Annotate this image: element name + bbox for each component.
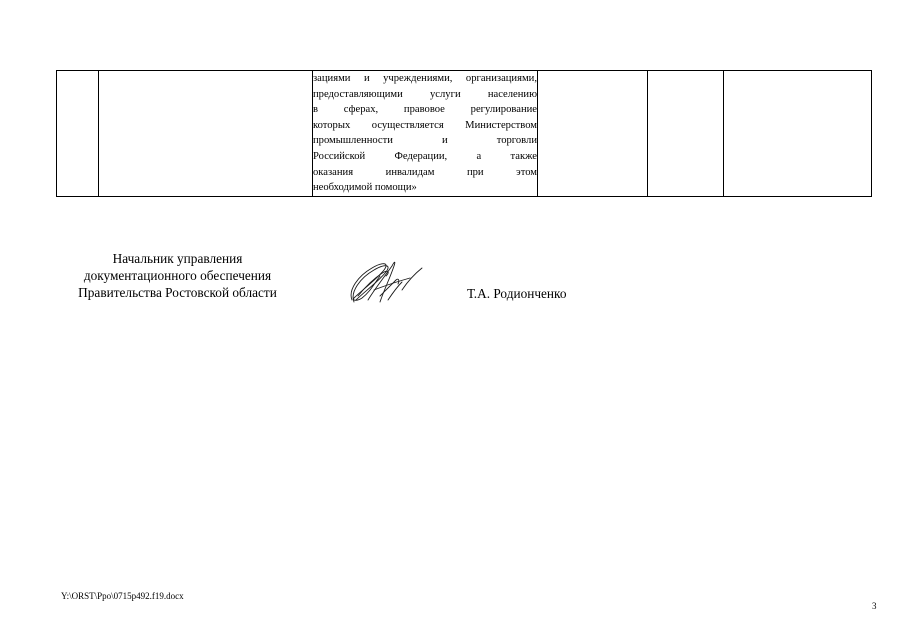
position-line: Начальник управления (112, 251, 243, 266)
table-cell-description (313, 71, 538, 197)
description-line: промышленности и торговли (313, 135, 537, 147)
handwritten-signature (344, 256, 428, 306)
document-table-wrapper (56, 70, 872, 197)
description-line: которых осуществляется Министерством (313, 119, 537, 131)
table-row (57, 71, 872, 197)
table-cell-col6 (724, 71, 872, 197)
signatory-position (55, 250, 300, 301)
position-line: Правительства Ростовской области (78, 285, 277, 300)
document-table (56, 70, 872, 197)
description-line: предоставляющими услуги населению (313, 88, 537, 100)
description-line: необходимой помощи» (313, 182, 417, 194)
page-number: 3 (872, 601, 877, 611)
table-cell-name (99, 71, 313, 197)
description-line: оказания инвалидам при этом (313, 166, 537, 178)
table-cell-col5 (648, 71, 724, 197)
table-cell-number (57, 71, 99, 197)
file-path-footer: Y:\ORST\Ppo\0715p492.f19.docx (61, 591, 184, 601)
signatory-name: Т.А. Родионченко (467, 286, 567, 301)
table-cell-col4 (538, 71, 648, 197)
description-line: Российской Федерации, а также (313, 150, 537, 162)
description-line: зациями и учреждениями, организациями, (313, 73, 537, 84)
position-line: документационного обеспечения (83, 268, 272, 283)
description-line: в сферах, правовое регулирование (313, 104, 537, 116)
